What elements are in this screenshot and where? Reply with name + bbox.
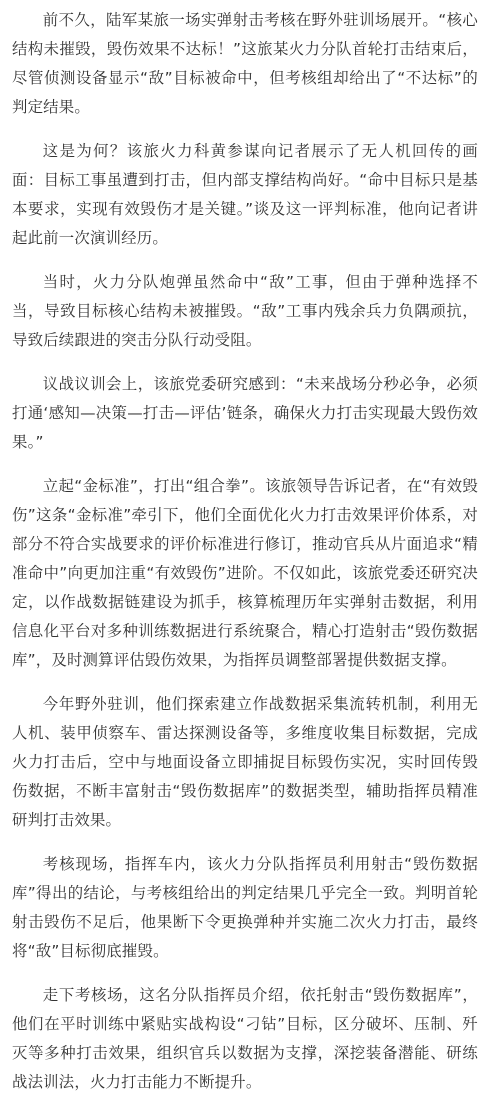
- paragraph: 立起“金标准”，打出“组合拳”。该旅领导告诉记者，在“有效毁伤”这条“金标准”牵引下，他们全面优化火力打击效果评价体系，对部分不符合实战要求的评价标准进行修订，推动官兵从片面追求“精准命中”向更加注重“有效毁伤”进阶。不仅如此，该旅党委还研究决定，以作战数据链建设为抓手，核算梳理历年实弹射击数据，利用信息化平台对多种训练数据进行系统聚合，精心打造射击“毁伤数据库”，及时测算评估毁伤效果，为指挥员调整部署提供数据支撑。: [12, 477, 478, 669]
- paragraph: 当时，火力分队炮弹虽然命中“敌”工事，但由于弹种选择不当，导致目标核心结构未被摧毁。“敌”工事内残余兵力负隅顽抗，导致后续跟进的突击分队行动受阻。: [12, 273, 478, 349]
- paragraph: 今年野外驻训，他们探索建立作战数据采集流转机制，利用无人机、装甲侦察车、雷达探测设备等，多维度收集目标数据，完成火力打击后，空中与地面设备立即捕捉目标毁伤实况，实时回传毁伤数据，不断丰富射击“毁伤数据库”的数据类型，辅助指挥员精准研判打击效果。: [12, 695, 478, 829]
- paragraph: 这是为何？该旅火力科黄参谋向记者展示了无人机回传的画面：目标工事虽遭到打击，但内部支撑结构尚好。“命中目标只是基本要求，实现有效毁伤才是关键。”谈及这一评判标准，他向记者讲起此前一次演训经历。: [12, 142, 478, 247]
- paragraph: 考核现场，指挥车内，该火力分队指挥员利用射击“毁伤数据库”得出的结论，与考核组给出的判定结果几乎完全一致。判明首轮射击毁伤不足后，他果断下令更换弹种并实施二次火力打击，最终将“敌”目标彻底摧毁。: [12, 855, 478, 960]
- paragraph: 走下考核场，这名分队指挥员介绍，依托射击“毁伤数据库”，他们在平时训练中紧贴实战构设“刁钻”目标，区分破坏、压制、歼灭等多种打击效果，组织官兵以数据为支撑，深挖装备潜能、研练战法训法，火力打击能力不断提升。: [12, 986, 478, 1091]
- paragraph: 议战议训会上，该旅党委研究感到：“未来战场分秒必争，必须打通‘感知—决策—打击—评估’链条，确保火力打击实现最大毁伤效果。”: [12, 375, 478, 451]
- paragraph: 前不久，陆军某旅一场实弹射击考核在野外驻训场展开。“核心结构未摧毁，毁伤效果不达标！”这旅某火力分队首轮打击结束后，尽管侦测设备显示“敌”目标被命中，但考核组却给出了“不达标”的判定结果。: [12, 11, 478, 116]
